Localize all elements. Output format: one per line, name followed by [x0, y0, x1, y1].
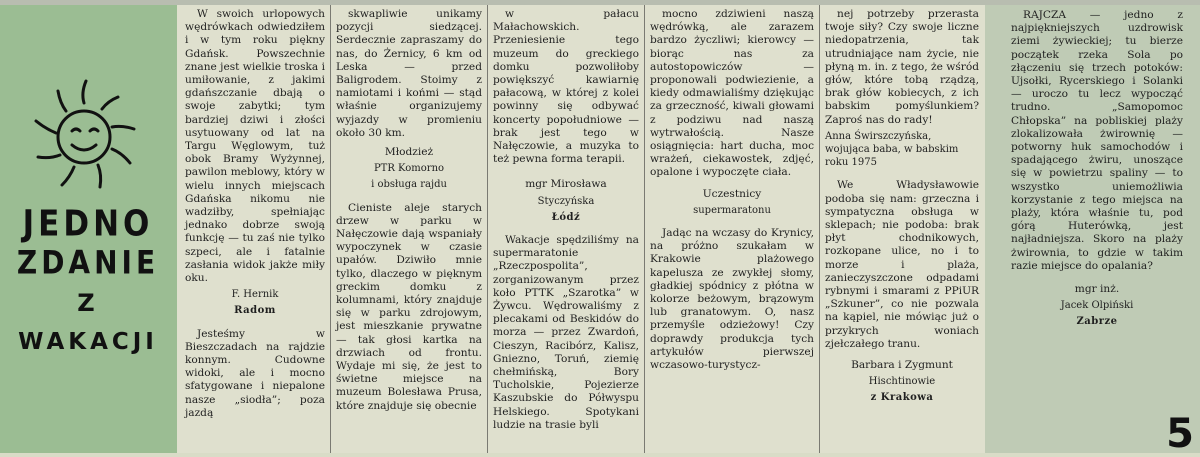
column-divider — [487, 5, 488, 453]
signature-place: Radom — [234, 305, 276, 317]
letter-supermaraton-cont: mocno zdziwieni naszą wędrówką, ale zarazem bardzo życzliwi; kierowcy — biorąc nas za autostopowiczów — proponowali podwiezienie, a kiedy odmawialiśmy dziękując za grzeczność, kiwali głowami z podziwu nad naszą wytrwałością. Nasze osiągnięcia: hart ducha, moc wrażeń, ciekawostek, zdjęć, opalone i wypoczęte ciała. — [650, 8, 814, 179]
banner-title-line3: Z — [77, 289, 99, 317]
signature-name: Młodzież — [384, 146, 434, 159]
banner-title — [8, 205, 168, 361]
column-4 — [650, 8, 814, 372]
banner-title-line2: ZDANIE — [16, 243, 160, 282]
signature-org: PTR Komorno — [373, 163, 445, 175]
letter-krynica: Jadąc na wczasy do Krynicy, na próżno szukałam w Krakowie plażowego kapelusza ze zwykłej słomy, gładkiej spódnicy z płótna w kolorze beżowym, brązowym lub granatowym. O, nasz przemyśle odzieżowy! Czy doprawdy produkcja tych artykułów pierwszej wczasowo-turystycz- — [650, 227, 814, 372]
column-5 — [825, 8, 979, 405]
letter-krynica-cont: nej potrzeby przerasta twoje siły? Czy swoje liczne niedopatrzenia, tak utrudniające nam życie, nie płyną m. in. z tego, że wśród głów, które tobą rządzą, brak głów kobiecych, z ich babskim pomyślunkiem? Zaproś nas do rady! — [825, 8, 979, 126]
column-divider — [644, 5, 645, 453]
letter-bieszczady: Jesteśmy w Bieszczadach na rajdzie konnym. Cudowne widoki, ale i mocno sfatygowane i niepalone nasze „siodła”; poza jazdą — [185, 327, 325, 419]
banner-title-line4: WAKACJI — [18, 329, 158, 355]
signature-org-2: i obsługa rajdu — [371, 179, 447, 191]
signature-place: Łódź — [551, 211, 581, 223]
signature-name: mgr Mirosława — [525, 178, 607, 191]
column-6 — [1011, 9, 1183, 329]
column-2 — [336, 8, 482, 413]
signature-name: Barbara i Zygmunt — [851, 359, 953, 372]
letter-wladyslawowo: We Władysławowie podoba się nam: grzeczna i sympatyczna obsługa w sklepach; nie podoba: brak płyt chodnikowych, rozkopane ulice, no i to morze i plaża, zanieczyszczone odpadami rybnymi i smarami z PPiUR „Szkuner”, co nie pozwala na kąpiel, nie mówiąc już o przykrych woniach zjełczałego tranu. — [825, 179, 979, 350]
smiling-sun-icon — [22, 73, 147, 198]
letter-bieszczady-cont: skwapliwie unikamy pozycji siedzącej. Serdecznie zapraszamy do nas, do Żernicy, 6 km od Leska — przed Baligrodem. Stoimy z namiotami i końmi — stąd właśnie organizujemy wyjazdy w promieniu około 30 km. — [336, 8, 482, 139]
signature-name: Uczestnicy — [702, 187, 762, 200]
letter-naleczow-cont: w pałacu Małachowskich. Przeniesienie tego muzeum do greckiego domku pozwoliłoby powiększyć kawiarnię pałacową, w której z kolei powinny się odbywać koncerty popołudniowe — brak jest tego w Nałęczowie, a muzyka to też pewna forma terapii. — [493, 8, 639, 166]
column-1 — [185, 8, 325, 420]
page-number: 5 — [1166, 411, 1194, 457]
letter-rajcza: RAJCZA — jedno z najpiękniejszych uzdrowisk ziemi żywieckiej; tu bierze początek rzeka Sola po złączeniu się trzech potoków: Ujsołki, Rycerskiego i Solanki — uroczo tu lecz wypocząć trudno. „Samopomoc Chłopska” na pobliskiej plaży zlokalizowała żwirownię — potworny huk samochodów i spadającego żwiru, unoszące się w powietrzu spaliny — to wszystko uniemożliwia korzystanie z tego miejsca na plaży, która właśnie tu, pod górą Huterówką, jest najładniejsza. Skoro na plaży żwirownia, to gdzie w takim razie miejsce do opalania? — [1011, 9, 1183, 272]
signature-place: Zabrze — [1076, 316, 1118, 328]
signature-name-2: Styczyńska — [537, 195, 595, 207]
signature-name-2: Jacek Olpiński — [1060, 300, 1134, 312]
title-banner — [0, 5, 177, 453]
letter-gdansk: W swoich urlopowych wędrówkach odwiedziłem i w tym roku piękny Gdańsk. Powszechnie znane jest wielkie troska i umiłowanie, z jakimi gdańszczanie dbają o swoje zabytki; tym bardziej dziwi i złości usytuowany od lat na Targu Węglowym, tuż obok Bramy Wyżynnej, pawilon meblowy, który w wielu innych miejscach Gdańska nikomu nie wadziłby, spełniając jednako dobrze swoją funkcję — tu zaś nie tylko szpeci, ale i fatalnie zasłania widok jakże miły oku. — [185, 8, 325, 285]
column-divider — [819, 5, 820, 453]
banner-title-line1: JEDNO — [22, 203, 154, 245]
signature-swirszczynska: Anna Świrszczyńska, wojująca baba, w babskim roku 1975 — [825, 130, 959, 169]
letter-supermaraton: Wakacje spędziliśmy na supermaratonie „Rzeczpospolita”, zorganizowanym przez koło PTTK „Szarotka” w Żywcu. Wędrowaliśmy z plecakami od Beskidów do morza — przez Zwardoń, Cieszyn, Racibórz, Kalisz, Gniezno, Toruń, ziemię chełmińską, Bory Tucholskie, Pojezierze Kaszubskie do Półwyspu Helskiego. Spotykani ludzie na trasie byli — [493, 234, 639, 431]
right-panel — [985, 5, 1200, 457]
signature-name: mgr inż. — [1074, 283, 1120, 296]
column-divider — [330, 5, 331, 453]
signature-name: F. Hernik — [231, 289, 279, 301]
signature-place: z Krakowa — [870, 392, 934, 404]
signature-name-2: Hischtinowie — [868, 376, 936, 388]
signature-name-2: supermaratonu — [693, 204, 771, 216]
column-3 — [493, 8, 639, 432]
letter-naleczow: Cieniste aleje starych drzew w parku w Nałęczowie dają wspaniały wypoczynek w czasie upałów. Dziwiło mnie tylko, dlaczego w pięknym greckim domku z kolumnami, który znajduje się w parku zdrojowym, jest mieszkanie prywatne — tak głosi kartka na drzwiach od frontu. Wydaje mi się, że jest to świetne miejsce na muzeum Bolesława Prusa, które znajduje się obecnie — [336, 201, 482, 412]
